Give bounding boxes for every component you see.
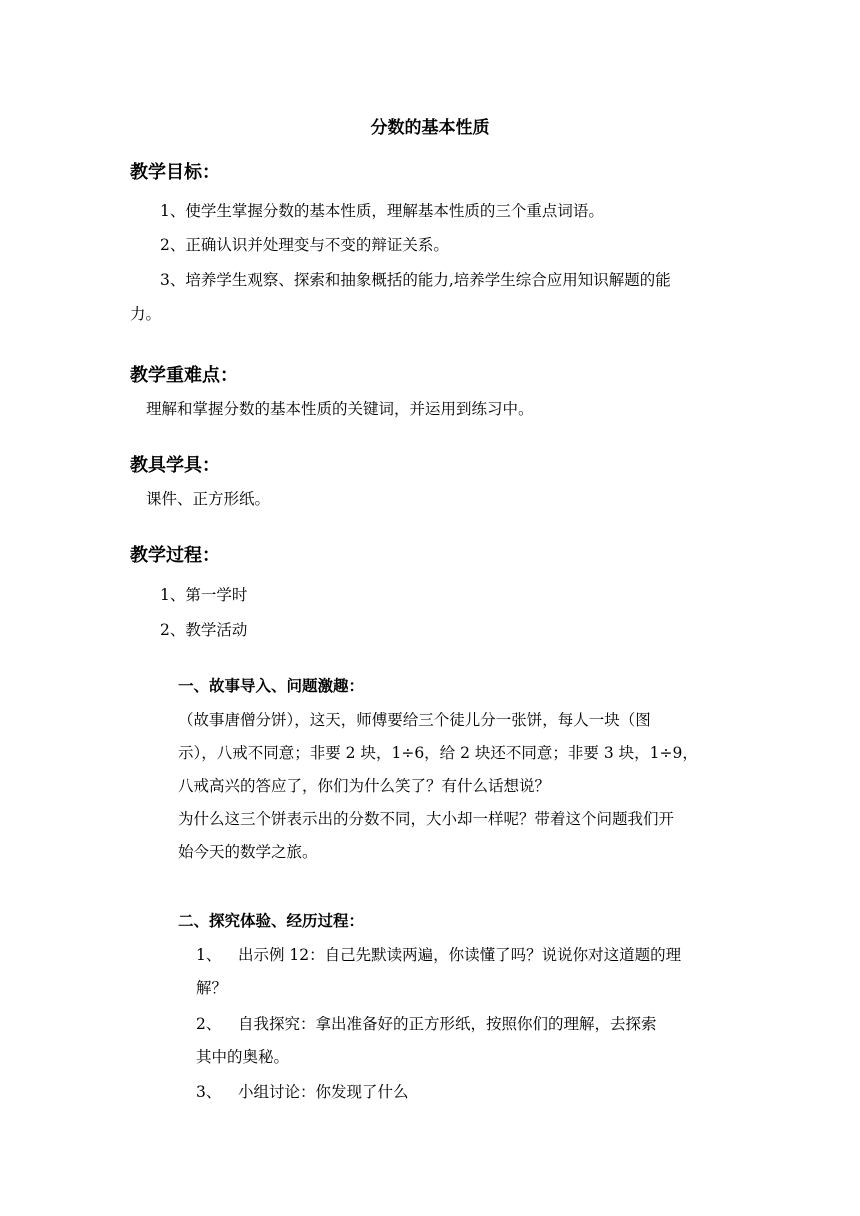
process-item-2: 2、教学活动 [160, 621, 248, 639]
objective-item-2: 2、正确认识并处理变与不变的辩证关系。 [160, 236, 449, 254]
process-heading: 教学过程： [130, 545, 220, 566]
materials-text: 课件、正方形纸。 [146, 490, 271, 508]
objective-item-3-line-1: 3、培养学生观察、探索和抽象概括的能力,培养学生综合应用知识解题的能 [160, 271, 671, 289]
section-1-line-1: （故事唐僧分饼），这天，师傅要给三个徒儿分一张饼，每人一块（图 [178, 711, 651, 729]
section-1-heading: 一、故事导入、问题激趣： [178, 677, 365, 695]
page-title: 分数的基本性质 [370, 118, 490, 138]
objective-item-1: 1、使学生掌握分数的基本性质，理解基本性质的三个重点词语。 [160, 202, 604, 220]
step-1-line-1: 出示例 12：自己先默读两遍，你读懂了吗？说说你对这道题的理 [238, 946, 682, 964]
step-2-line-2: 其中的奥秘。 [196, 1048, 290, 1066]
key-points-text: 理解和掌握分数的基本性质的关键词，并运用到练习中。 [146, 400, 534, 418]
process-item-1: 1、第一学时 [160, 586, 248, 604]
section-1-line-4: 为什么这三个饼表示出的分数不同，大小却一样呢？带着这个问题我们开 [178, 810, 675, 828]
step-1-number: 1、 [196, 946, 222, 964]
step-3-line-1: 小组讨论：你发现了什么 [238, 1083, 409, 1101]
key-points-heading: 教学重难点： [130, 365, 238, 386]
section-1-line-5: 始今天的数学之旅。 [178, 843, 318, 861]
section-1-line-3: 八戒高兴的答应了，你们为什么笑了？有什么话想说？ [178, 777, 551, 795]
objectives-heading: 教学目标： [130, 162, 220, 183]
materials-heading: 教具学具： [130, 455, 220, 476]
section-2-heading: 二、探究体验、经历过程： [178, 912, 365, 930]
step-2-line-1: 自我探究：拿出准备好的正方形纸，按照你们的理解，去探索 [238, 1015, 657, 1033]
step-2-number: 2、 [196, 1015, 222, 1033]
objective-item-3-line-2: 力。 [130, 305, 162, 323]
step-3-number: 3、 [196, 1083, 222, 1101]
section-1-line-2: 示），八戒不同意；非要 2 块，1÷6，给 2 块还不同意；非要 3 块，1÷9， [178, 744, 698, 762]
step-1-line-2: 解？ [196, 979, 228, 997]
